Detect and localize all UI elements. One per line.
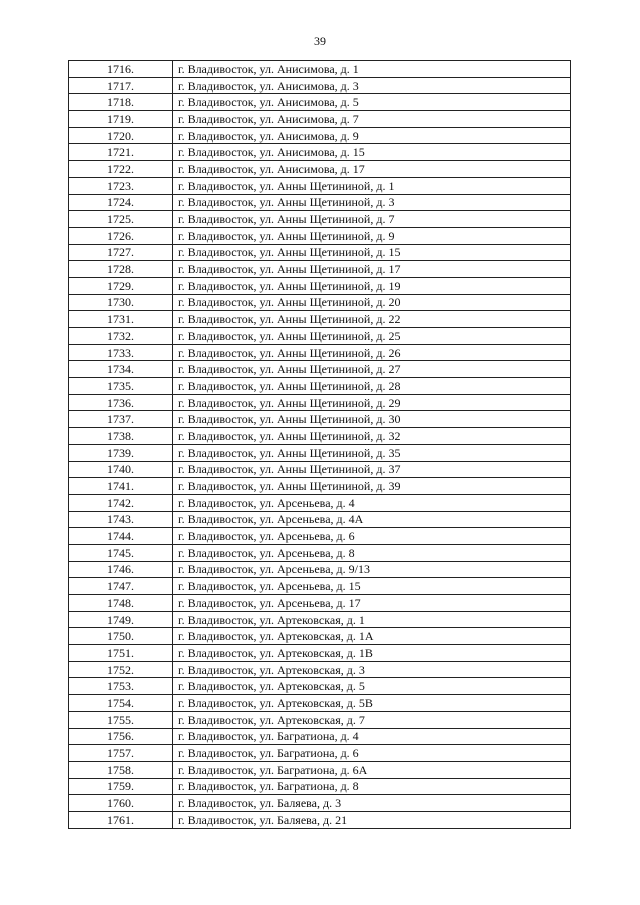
row-address: г. Владивосток, ул. Арсеньева, д. 6 xyxy=(173,528,571,545)
row-address: г. Владивосток, ул. Багратиона, д. 6А xyxy=(173,761,571,778)
row-address: г. Владивосток, ул. Анны Щетининой, д. 39 xyxy=(173,478,571,495)
table-row xyxy=(69,111,571,128)
row-number: 1740. xyxy=(69,461,173,478)
row-number: 1745. xyxy=(69,544,173,561)
table-row xyxy=(69,511,571,528)
row-address: г. Владивосток, ул. Анны Щетининой, д. 30 xyxy=(173,411,571,428)
row-number: 1737. xyxy=(69,411,173,428)
row-address: г. Владивосток, ул. Артековская, д. 1В xyxy=(173,645,571,662)
row-address: г. Владивосток, ул. Анны Щетининой, д. 26 xyxy=(173,344,571,361)
table-row xyxy=(69,378,571,395)
row-number: 1732. xyxy=(69,328,173,345)
row-address: г. Владивосток, ул. Анны Щетининой, д. 25 xyxy=(173,328,571,345)
row-number: 1723. xyxy=(69,177,173,194)
table-row xyxy=(69,261,571,278)
row-address: г. Владивосток, ул. Анны Щетининой, д. 32 xyxy=(173,428,571,445)
row-number: 1754. xyxy=(69,695,173,712)
table-row xyxy=(69,461,571,478)
table-row xyxy=(69,144,571,161)
row-address: г. Владивосток, ул. Баляева, д. 21 xyxy=(173,811,571,828)
table-row xyxy=(69,695,571,712)
row-number: 1733. xyxy=(69,344,173,361)
row-number: 1718. xyxy=(69,94,173,111)
address-table-body xyxy=(69,61,571,829)
page-number: 39 xyxy=(314,34,326,48)
table-row xyxy=(69,94,571,111)
row-number: 1761. xyxy=(69,811,173,828)
table-row xyxy=(69,778,571,795)
row-address: г. Владивосток, ул. Багратиона, д. 8 xyxy=(173,778,571,795)
row-address: г. Владивосток, ул. Артековская, д. 7 xyxy=(173,711,571,728)
row-number: 1731. xyxy=(69,311,173,328)
row-number: 1738. xyxy=(69,428,173,445)
table-row xyxy=(69,595,571,612)
table-row xyxy=(69,645,571,662)
row-address: г. Владивосток, ул. Анны Щетининой, д. 1 xyxy=(173,177,571,194)
row-number: 1747. xyxy=(69,578,173,595)
row-number: 1726. xyxy=(69,227,173,244)
row-address: г. Владивосток, ул. Анны Щетининой, д. 28 xyxy=(173,378,571,395)
row-number: 1734. xyxy=(69,361,173,378)
row-number: 1727. xyxy=(69,244,173,261)
table-row xyxy=(69,361,571,378)
row-number: 1748. xyxy=(69,595,173,612)
address-table xyxy=(68,60,571,829)
table-row xyxy=(69,411,571,428)
table-row xyxy=(69,77,571,94)
row-address: г. Владивосток, ул. Анны Щетининой, д. 29 xyxy=(173,394,571,411)
row-address: г. Владивосток, ул. Анны Щетининой, д. 7 xyxy=(173,211,571,228)
row-address: г. Владивосток, ул. Анны Щетининой, д. 19 xyxy=(173,277,571,294)
table-row xyxy=(69,544,571,561)
row-number: 1730. xyxy=(69,294,173,311)
row-address: г. Владивосток, ул. Анисимова, д. 9 xyxy=(173,127,571,144)
table-row xyxy=(69,494,571,511)
table-row xyxy=(69,561,571,578)
table-row xyxy=(69,61,571,78)
row-address: г. Владивосток, ул. Арсеньева, д. 9/13 xyxy=(173,561,571,578)
table-row xyxy=(69,244,571,261)
row-address: г. Владивосток, ул. Арсеньева, д. 15 xyxy=(173,578,571,595)
table-row xyxy=(69,328,571,345)
row-number: 1729. xyxy=(69,277,173,294)
table-row xyxy=(69,444,571,461)
table-row xyxy=(69,277,571,294)
row-number: 1741. xyxy=(69,478,173,495)
table-row xyxy=(69,227,571,244)
table-row xyxy=(69,745,571,762)
row-number: 1750. xyxy=(69,628,173,645)
table-row xyxy=(69,294,571,311)
table-row xyxy=(69,811,571,828)
table-row xyxy=(69,661,571,678)
row-number: 1736. xyxy=(69,394,173,411)
row-number: 1749. xyxy=(69,611,173,628)
row-address: г. Владивосток, ул. Анны Щетининой, д. 9 xyxy=(173,227,571,244)
row-address: г. Владивосток, ул. Анны Щетининой, д. 27 xyxy=(173,361,571,378)
row-number: 1758. xyxy=(69,761,173,778)
row-address: г. Владивосток, ул. Анны Щетининой, д. 17 xyxy=(173,261,571,278)
table-row xyxy=(69,428,571,445)
row-number: 1721. xyxy=(69,144,173,161)
row-number: 1742. xyxy=(69,494,173,511)
table-row xyxy=(69,394,571,411)
table-row xyxy=(69,528,571,545)
row-number: 1744. xyxy=(69,528,173,545)
row-address: г. Владивосток, ул. Артековская, д. 1 xyxy=(173,611,571,628)
row-address: г. Владивосток, ул. Анны Щетининой, д. 35 xyxy=(173,444,571,461)
row-address: г. Владивосток, ул. Анны Щетининой, д. 3 xyxy=(173,194,571,211)
row-address: г. Владивосток, ул. Анны Щетининой, д. 37 xyxy=(173,461,571,478)
row-number: 1717. xyxy=(69,77,173,94)
row-number: 1760. xyxy=(69,795,173,812)
row-address: г. Владивосток, ул. Анисимова, д. 1 xyxy=(173,61,571,78)
row-address: г. Владивосток, ул. Арсеньева, д. 4А xyxy=(173,511,571,528)
table-row xyxy=(69,578,571,595)
row-address: г. Владивосток, ул. Арсеньева, д. 8 xyxy=(173,544,571,561)
row-address: г. Владивосток, ул. Артековская, д. 3 xyxy=(173,661,571,678)
row-address: г. Владивосток, ул. Анисимова, д. 15 xyxy=(173,144,571,161)
table-row xyxy=(69,127,571,144)
row-number: 1720. xyxy=(69,127,173,144)
row-address: г. Владивосток, ул. Анисимова, д. 5 xyxy=(173,94,571,111)
table-row xyxy=(69,344,571,361)
row-number: 1743. xyxy=(69,511,173,528)
table-row xyxy=(69,678,571,695)
row-number: 1716. xyxy=(69,61,173,78)
row-number: 1722. xyxy=(69,161,173,178)
row-number: 1753. xyxy=(69,678,173,695)
row-number: 1755. xyxy=(69,711,173,728)
row-address: г. Владивосток, ул. Багратиона, д. 6 xyxy=(173,745,571,762)
table-row xyxy=(69,611,571,628)
table-row xyxy=(69,728,571,745)
row-address: г. Владивосток, ул. Анны Щетининой, д. 20 xyxy=(173,294,571,311)
table-row xyxy=(69,761,571,778)
row-address: г. Владивосток, ул. Артековская, д. 5В xyxy=(173,695,571,712)
table-row xyxy=(69,194,571,211)
row-number: 1728. xyxy=(69,261,173,278)
row-address: г. Владивосток, ул. Анисимова, д. 7 xyxy=(173,111,571,128)
row-address: г. Владивосток, ул. Анисимова, д. 3 xyxy=(173,77,571,94)
table-row xyxy=(69,711,571,728)
row-number: 1724. xyxy=(69,194,173,211)
row-address: г. Владивосток, ул. Артековская, д. 1А xyxy=(173,628,571,645)
row-address: г. Владивосток, ул. Анны Щетининой, д. 15 xyxy=(173,244,571,261)
row-number: 1719. xyxy=(69,111,173,128)
row-number: 1757. xyxy=(69,745,173,762)
table-row xyxy=(69,795,571,812)
row-number: 1752. xyxy=(69,661,173,678)
row-address: г. Владивосток, ул. Багратиона, д. 4 xyxy=(173,728,571,745)
row-address: г. Владивосток, ул. Баляева, д. 3 xyxy=(173,795,571,812)
table-row xyxy=(69,311,571,328)
row-address: г. Владивосток, ул. Анны Щетининой, д. 22 xyxy=(173,311,571,328)
table-row xyxy=(69,478,571,495)
table-row xyxy=(69,211,571,228)
row-number: 1751. xyxy=(69,645,173,662)
row-number: 1725. xyxy=(69,211,173,228)
row-number: 1735. xyxy=(69,378,173,395)
row-number: 1759. xyxy=(69,778,173,795)
table-row xyxy=(69,161,571,178)
row-number: 1739. xyxy=(69,444,173,461)
row-number: 1756. xyxy=(69,728,173,745)
row-address: г. Владивосток, ул. Анисимова, д. 17 xyxy=(173,161,571,178)
row-address: г. Владивосток, ул. Артековская, д. 5 xyxy=(173,678,571,695)
table-row xyxy=(69,177,571,194)
table-row xyxy=(69,628,571,645)
row-address: г. Владивосток, ул. Арсеньева, д. 17 xyxy=(173,595,571,612)
row-number: 1746. xyxy=(69,561,173,578)
row-address: г. Владивосток, ул. Арсеньева, д. 4 xyxy=(173,494,571,511)
